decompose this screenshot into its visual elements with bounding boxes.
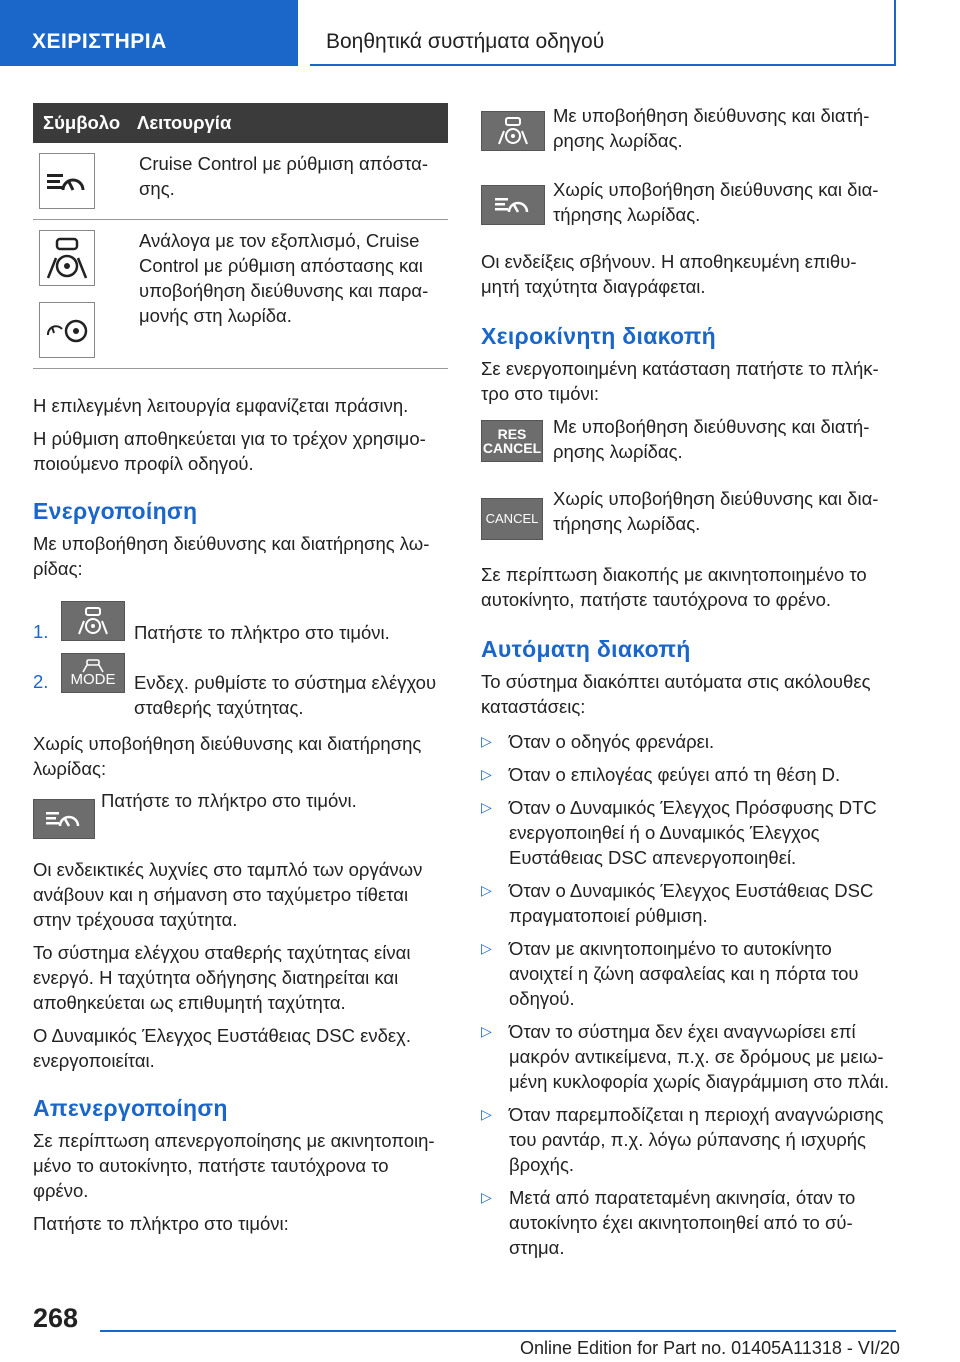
paragraph: Με υποβοήθηση διεύθυνσης και διατήρησης λω-ρίδας: <box>33 533 430 579</box>
list-item-text: Όταν παρεμποδίζεται η περιοχή αναγνώρισης του ραντάρ, π.χ. λόγω ρύπανσης ή ισχυρής βροχής. <box>509 1104 884 1175</box>
heading-auto-interrupt: Αυτόματη διακοπή <box>481 636 691 662</box>
table-row <box>33 143 448 220</box>
list-item <box>481 729 895 754</box>
lane-keeping-icon <box>39 230 95 286</box>
icon-row: RES CANCEL Με υποβοήθηση διεύθυνσης και διατή-ρησης λωρίδας. <box>482 416 870 462</box>
step-2-text: Ενδεχ. ρυθμίστε το σύστημα ελέγχου σταθερής ταχύτητας. <box>134 672 437 718</box>
res-cancel-button-icon: RES CANCEL <box>481 420 543 462</box>
row-function-text: Cruise Control με ρύθμιση απόστα-σης. <box>129 143 448 220</box>
list-item <box>481 1102 895 1177</box>
mode-button-icon: MODE <box>61 653 125 693</box>
steering-distance-icon <box>39 302 95 358</box>
icon-row: Χωρίς υποβοήθηση διεύθυνσης και δια-τήρησης λωρίδας. <box>481 177 895 247</box>
cruise-distance-button-icon <box>481 185 545 225</box>
list-item-text: Όταν το σύστημα δεν έχει αναγνωρίσει επί μακρόν αντικείμενα, π.χ. σε δρόμους με μειω-μένη κυκλοφορία χωρίς διαγράμμιση στο πλάι. <box>509 1021 889 1092</box>
list-item-text: Όταν ο Δυναμικός Έλεγχος Πρόσφυσης DTC ενεργοποιηθεί ή ο Δυναμικός Έλεγχος Ευστάθειας DSC απενεργοποιηθεί. <box>509 797 877 868</box>
list-item <box>481 936 895 1011</box>
list-item-text: Όταν ο επιλογέας φεύγει από τη θέση D. <box>509 764 841 785</box>
page-number: 268 <box>33 1303 79 1333</box>
bullet-icon: ▷ <box>481 940 492 956</box>
left-column <box>33 103 448 1236</box>
bullet-icon: ▷ <box>481 766 492 782</box>
icon-row: CANCEL Χωρίς υποβοήθηση διεύθυνσης και δια-τήρησης λωρίδας. <box>481 492 895 562</box>
section-title: ΧΕΙΡΙΣΤΗΡΙΑ <box>32 30 167 53</box>
icon-row: Με υποβοήθηση διεύθυνσης και διατή-ρησης λωρίδας. <box>481 103 895 173</box>
paragraph: Η επιλεγμένη λειτουργία εμφανίζεται πράσινη. <box>33 395 409 416</box>
col-header-function: Λειτουργία <box>129 103 448 143</box>
step-2: 2. MODE Ενδεχ. ρυθμίστε το σύστημα ελέγχου σταθερής ταχύτητας. <box>33 653 448 723</box>
footer-divider <box>100 1330 896 1332</box>
section-tab <box>0 0 298 66</box>
row-function-text: Ανάλογα με τον εξοπλισμό, Cruise Control με ρύθμιση απόστασης και υποβοήθηση διεύθυνσης και παρα-μονής στη λωρίδα. <box>129 220 448 369</box>
chapter-tab <box>310 0 896 66</box>
paragraph: Πατήστε το πλήκτρο στο τιμόνι: <box>33 1213 289 1234</box>
paragraph: Ο Δυναμικός Έλεγχος Ευστάθειας DSC ενδεχ. ενεργοποιείται. <box>33 1025 411 1071</box>
list-item <box>481 762 895 787</box>
steering-assist-button-icon <box>481 111 545 151</box>
list-item <box>481 795 895 870</box>
list-item-text: Όταν με ακινητοποιημένο το αυτοκίνητο ανοιχτεί η ζώνη ασφαλείας και η πόρτα του οδηγού. <box>509 938 859 1009</box>
bullet-icon: ▷ <box>481 733 492 749</box>
right-column <box>481 103 895 1268</box>
press-button-row: Πατήστε το πλήκτρο στο τιμόνι. <box>33 793 448 843</box>
heading-activation: Ενεργοποίηση <box>33 498 198 524</box>
table-row <box>33 220 448 369</box>
bullet-icon: ▷ <box>481 1189 492 1205</box>
cruise-distance-button-icon <box>33 799 95 839</box>
chapter-title: Βοηθητικά συστήματα οδηγού <box>326 30 605 53</box>
bullet-icon: ▷ <box>481 882 492 898</box>
list-item <box>481 1019 895 1094</box>
heading-manual-interrupt: Χειροκίνητη διακοπή <box>481 323 716 349</box>
list-item-text: Όταν ο οδηγός φρενάρει. <box>509 731 715 752</box>
col-header-symbol: Σύμβολο <box>33 103 129 143</box>
table-header-row <box>33 103 448 143</box>
list-item <box>481 1185 895 1260</box>
paragraph: Οι ενδείξεις σβήνουν. Η αποθηκευμένη επιθυ-μητή ταχύτητα διαγράφεται. <box>481 251 857 297</box>
paragraph: Σε ενεργοποιημένη κατάσταση πατήστε το πλήκ-τρο στο τιμόνι: <box>481 358 879 404</box>
condition-list <box>481 729 895 1260</box>
list-item-text: Όταν ο Δυναμικός Έλεγχος Ευστάθειας DSC πραγματοποιεί ρύθμιση. <box>509 880 874 926</box>
bullet-icon: ▷ <box>481 1023 492 1039</box>
bullet-icon: ▷ <box>481 799 492 815</box>
paragraph: Το σύστημα ελέγχου σταθερής ταχύτητας είναι ενεργό. Η ταχύτητα οδήγησης διατηρείται και αποθηκεύεται ως επιθυμητή ταχύτητα. <box>33 942 411 1013</box>
paragraph: Σε περίπτωση διακοπής με ακινητοποιημένο το αυτοκίνητο, πατήστε ταυτόχρονα το φρένο. <box>481 564 867 610</box>
paragraph: Χωρίς υποβοήθηση διεύθυνσης και διατήρησης λωρίδας: <box>33 733 422 779</box>
edition-text: Online Edition for Part no. 01405A11318 - VI/20 <box>520 1338 900 1358</box>
cancel-button-icon: CANCEL <box>481 498 543 540</box>
steering-assist-button-icon <box>61 601 125 641</box>
list-item <box>481 878 895 928</box>
bullet-icon: ▷ <box>481 1106 492 1122</box>
paragraph: Το σύστημα διακόπτει αυτόματα στις ακόλουθες καταστάσεις: <box>481 671 871 717</box>
paragraph: Η ρύθμιση αποθηκεύεται για το τρέχον χρησιμο-ποιούμενο προφίλ οδηγού. <box>33 428 426 474</box>
symbol-table <box>33 103 448 369</box>
page-header <box>0 0 960 66</box>
paragraph: Σε περίπτωση απενεργοποίησης με ακινητοποιη-μένο το αυτοκίνητο, πατήστε ταυτόχρονα το φρένο. <box>33 1130 435 1201</box>
cruise-distance-icon <box>39 153 95 209</box>
heading-deactivation: Απενεργοποίηση <box>33 1095 228 1121</box>
list-item-text: Μετά από παρατεταμένη ακινησία, όταν το αυτοκίνητο έχει ακινητοποιηθεί από το σύ-στημα. <box>509 1187 856 1258</box>
paragraph: Οι ενδεικτικές λυχνίες στο ταμπλό των οργάνων ανάβουν και η σήμανση στο ταχύμετρο τίθεται στην τρέχουσα ταχύτητα. <box>33 859 423 930</box>
step-1: 1. Πατήστε το πλήκτρο στο τιμόνι. <box>33 601 448 645</box>
